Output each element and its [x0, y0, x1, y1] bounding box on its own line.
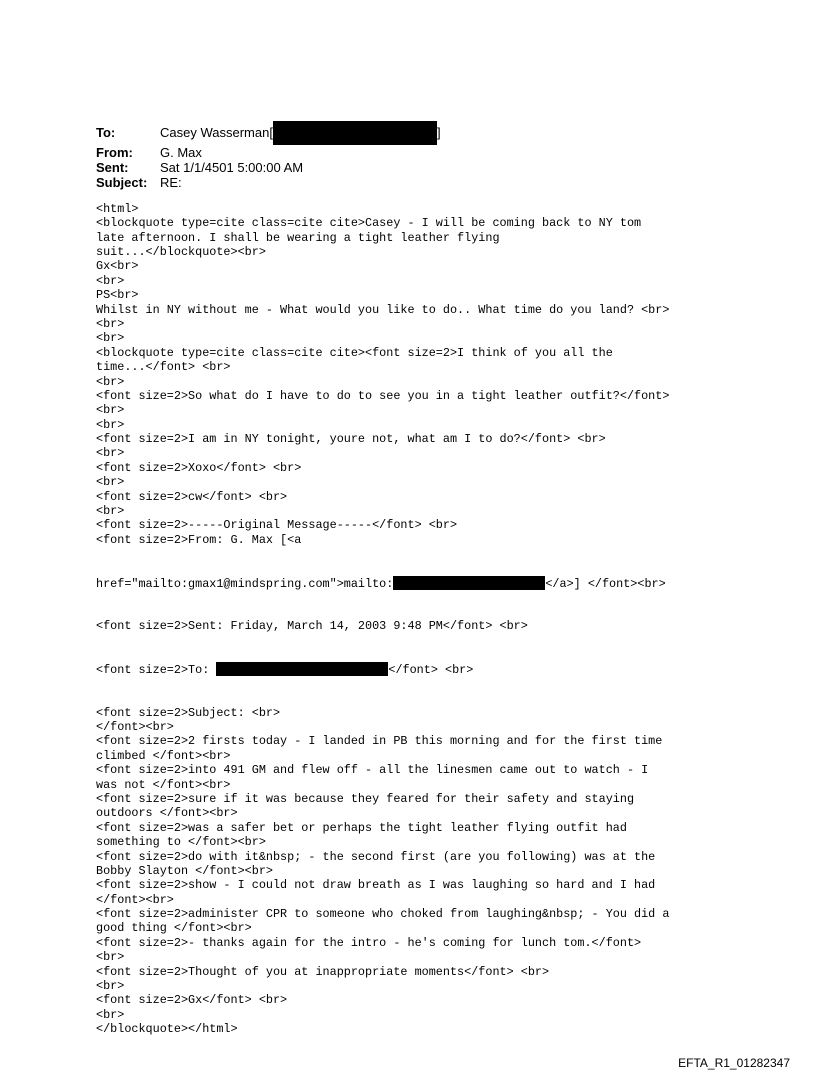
to-line — [96, 662, 669, 676]
body-line: <font size=2>- thanks again for the intro - he's coming for lunch tom.</font> — [96, 935, 642, 950]
mailto-suffix: </a>] </font><br> — [545, 577, 666, 591]
body-line: <br> — [96, 273, 125, 288]
document-id: EFTA_R1_01282347 — [678, 1056, 790, 1070]
body-line: <br> — [96, 504, 125, 519]
to-row — [96, 125, 441, 145]
body-line: <font size=2>Subject: <br> — [96, 705, 281, 720]
body-line: time...</font> <br> — [96, 360, 231, 375]
to-line-suffix: </font> <br> — [388, 663, 474, 678]
body-line: <br> — [96, 950, 125, 965]
to-value: Casey Wasserman[ — [160, 125, 273, 140]
body-line: outdoors </font><br> — [96, 806, 238, 821]
to-line-prefix: <font size=2>To: — [96, 663, 217, 678]
body-line: <font size=2>From: G. Max [<a — [96, 532, 302, 547]
body-line: <font size=2>I am in NY tonight, youre not, what am I to do?</font> <br> — [96, 432, 606, 447]
body-line: <font size=2>into 491 GM and flew off - all the linesmen came out to watch - I — [96, 763, 649, 778]
body-line: <font size=2>sure if it was because they feared for their safety and staying — [96, 791, 635, 806]
sent-line: <font size=2>Sent: Friday, March 14, 2003 9:48 PM</font> <br> — [96, 619, 528, 634]
body-line: <br> — [96, 979, 125, 994]
body-line: <font size=2>do with it&nbsp; - the second first (are you following) was at the — [96, 849, 656, 864]
from-row — [96, 145, 441, 160]
subject-value: RE: — [160, 175, 182, 190]
body-line: <font size=2>Thought of you at inappropriate moments</font> <br> — [96, 964, 550, 979]
sent-label: Sent: — [96, 160, 129, 175]
redaction-box — [393, 576, 545, 590]
body-line: <br> — [96, 374, 125, 389]
body-line: <br> — [96, 403, 125, 418]
subject-label: Subject: — [96, 175, 148, 190]
body-line: <font size=2>Xoxo</font> <br> — [96, 460, 302, 475]
body-line: something to </font><br> — [96, 835, 266, 850]
body-lines-part-2 — [96, 706, 669, 1037]
body-line: Gx<br> — [96, 259, 139, 274]
body-line: <font size=2>show - I could not draw breath as I was laughing so hard and I had — [96, 878, 656, 893]
redaction-box — [216, 662, 388, 676]
body-lines-part-1 — [96, 202, 669, 547]
mailto-line — [96, 576, 669, 590]
from-value: G. Max — [160, 145, 202, 160]
body-line: <br> — [96, 316, 125, 331]
body-line: </font><br> — [96, 892, 174, 907]
body-line: <font size=2>Gx</font> <br> — [96, 993, 288, 1008]
body-line: </blockquote></html> — [96, 1022, 238, 1037]
mailto-prefix: href="mailto:gmax1@mindspring.com">mailto: — [96, 577, 394, 591]
body-line: <br> — [96, 417, 125, 432]
body-line: <br> — [96, 446, 125, 461]
body-line: <blockquote type=cite class=cite cite><font size=2>I think of you all the — [96, 345, 613, 360]
body-line: <br> — [96, 1007, 125, 1022]
body-line: <font size=2>-----Original Message-----</font> <br> — [96, 518, 458, 533]
body-line: <font size=2>was a safer bet or perhaps the tight leather flying outfit had — [96, 820, 627, 835]
body-line: Whilst in NY without me - What would you like to do.. What time do you land? <br> — [96, 302, 670, 317]
body-line: </font><br> — [96, 720, 174, 734]
body-line: climbed </font><br> — [96, 748, 231, 763]
body-line: suit...</blockquote><br> — [96, 244, 266, 259]
body-line: PS<br> — [96, 288, 139, 303]
body-line: <font size=2>2 firsts today - I landed in PB this morning and for the first time — [96, 734, 663, 749]
redaction-box — [273, 121, 437, 145]
from-label: From: — [96, 145, 133, 160]
email-body — [96, 173, 669, 1051]
body-line: was not </font><br> — [96, 777, 231, 792]
to-label: To: — [96, 125, 116, 140]
body-line: <font size=2>So what do I have to do to see you in a tight leather outfit?</font> — [96, 388, 670, 403]
body-line: good thing </font><br> — [96, 921, 252, 936]
body-line: <font size=2>administer CPR to someone who choked from laughing&nbsp; - You did a — [96, 907, 670, 922]
body-line: <html> — [96, 201, 139, 216]
body-line: <br> — [96, 475, 125, 490]
body-line: late afternoon. I shall be wearing a tight leather flying — [96, 230, 500, 245]
body-line: <br> — [96, 331, 125, 346]
body-line: Bobby Slayton </font><br> — [96, 863, 273, 878]
body-line: <font size=2>cw</font> <br> — [96, 489, 288, 504]
to-close-bracket: ] — [436, 125, 441, 140]
body-line: <blockquote type=cite class=cite cite>Casey - I will be coming back to NY tom — [96, 216, 642, 231]
sent-value: Sat 1/1/4501 5:00:00 AM — [160, 160, 304, 175]
